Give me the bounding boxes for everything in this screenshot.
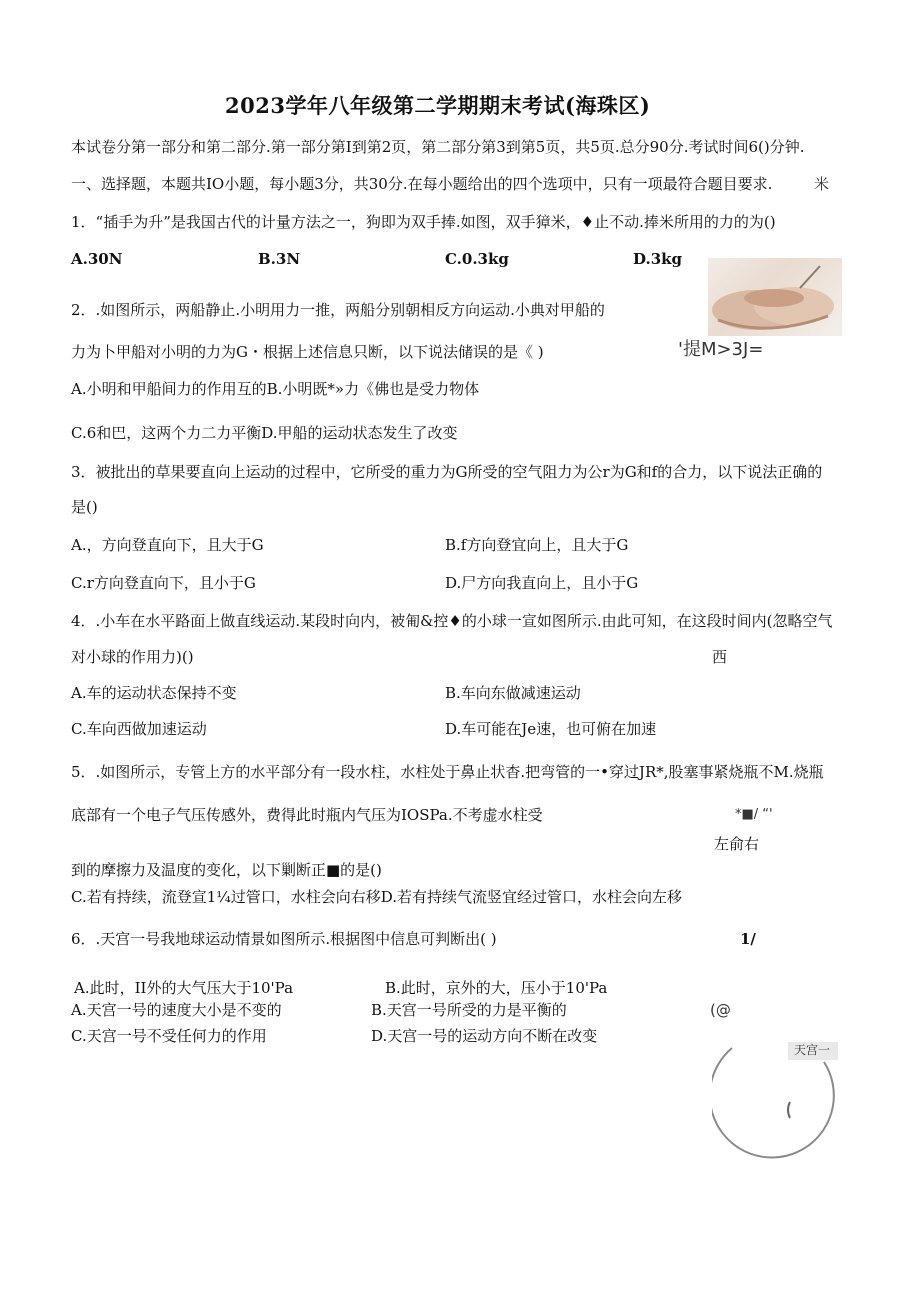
q4-option-d: D.车可能在Je速，也可俯在加速 bbox=[445, 720, 657, 738]
q6-option-d: D.天宫一号的运动方向不断在改变 bbox=[371, 1027, 598, 1045]
q1-option-c: C.0.3kg bbox=[445, 250, 509, 268]
q5-stem-line2: 底部有一个电子气压传感外，费得此时瓶内气压为IOSPa.不考虚水柱受 bbox=[71, 806, 543, 824]
q6-option-b: B.天宫一号所受的力是平衡的 bbox=[371, 1001, 567, 1019]
q5-stem-line1: 5．.如图所示，专管上方的水平部分有一段水柱，水柱处于鼻止状杳.把弯管的一•穿过JR*,股塞事紧烧瓶不M.烧瓶 bbox=[71, 763, 824, 781]
q2-stem-line1: 2．.如图所示，两船静止.小明用力一推，两船分别朝相反方向运动.小典对甲船的 bbox=[71, 301, 605, 319]
q1-option-b: B.3N bbox=[258, 250, 301, 268]
q3-stem-line2: 是() bbox=[71, 498, 98, 516]
q4-stem-line1: 4．.小车在水平路面上做直线运动.某段时向内，被匍&控♦的小球一宣如图所示.由此可知，在这段时间内(忽略空气 bbox=[71, 612, 833, 630]
tiangong-label: 天宫一 bbox=[794, 1043, 831, 1057]
q5-figure-direction-label: 左俞右 bbox=[714, 835, 760, 853]
q5-option-b: B.此时，京外的大，压小于10'Pa bbox=[385, 979, 608, 997]
q5-stem-line3: 到的摩擦力及温度的变化，以下剿断正■的是() bbox=[71, 861, 382, 879]
q4-figure-label: 西 bbox=[712, 648, 728, 666]
q6-figure-symbol: (@ bbox=[710, 1001, 731, 1019]
page-title: 2023学年八年级第二学期期末考试(海珠区) bbox=[225, 93, 651, 118]
q2-options-cd: C.6和巴，这两个力二力平衡D.甲船的运动状态发生了改变 bbox=[71, 424, 458, 442]
q2-figure-label: '提M>3J= bbox=[678, 339, 764, 360]
q1-stem: 1．“插手为升”是我国古代的计量方法之一，狗即为双手捧.如图，双手獐米，♦止不动.捧米所用的力的为() bbox=[71, 213, 776, 231]
q5-option-a: A.此时，II外的大气压大于10'Pa bbox=[74, 979, 294, 997]
q3-option-d: D.尸方向我直向上，且小于G bbox=[445, 574, 639, 592]
q5-options-cd: C.若有持续，流登宣1¼过管口，水柱会向右移D.若有持续气流竖宜经过管口，水柱会向左移 bbox=[71, 888, 683, 906]
exam-intro: 本试卷分第一部分和第二部分.第一部分第I到第2页，第二部分第3到第5页，共5页.总分90分.考试时间6()分钟. bbox=[71, 138, 805, 156]
q6-option-a: A.天宫一号的速度大小是不变的 bbox=[71, 1001, 282, 1019]
q3-option-b: B.f方向登宜向上，且大于G bbox=[445, 536, 629, 554]
q3-stem-line1: 3．被批出的草果要直向上运动的过程中，它所受的重力为G所受的空气阻力为公r为G和f的合力，以下说法正确的 bbox=[71, 463, 823, 481]
q3-option-c: C.r方向登直向下，且小于G bbox=[71, 574, 256, 592]
section-heading: 一、选择题，本题共IO小题，每小题3分，共30分.在每小题给出的四个选项中，只有一项最符合题目要求. bbox=[71, 175, 773, 193]
q5-figure-mark: *■/ “' bbox=[735, 807, 773, 822]
q4-option-c: C.车向西做加速运动 bbox=[71, 720, 207, 738]
q6-figure-mark: 1/ bbox=[740, 930, 756, 948]
q4-option-b: B.车向东做减速运动 bbox=[445, 684, 581, 702]
q4-stem-line2: 对小球的作用力)() bbox=[71, 648, 194, 666]
q6-option-c: C.天宫一号不受任何力的作用 bbox=[71, 1027, 267, 1045]
side-mark: 米 bbox=[814, 175, 830, 193]
q3-option-a: A.，方向登直向下，且大于G bbox=[71, 536, 264, 554]
q4-option-a: A.车的运动状态保持不变 bbox=[71, 684, 237, 702]
q1-option-d: D.3kg bbox=[633, 250, 683, 268]
q2-options-ab: A.小明和甲船间力的作用互的B.小明既*»力《佛也是受力物体 bbox=[71, 380, 480, 398]
q2-stem-line2: 力为卜甲船对小明的力为G・根据上述信息只断，以下说法储误的是《 ) bbox=[71, 343, 544, 361]
hands-holding-rice-figure bbox=[708, 258, 842, 336]
tiangong-orbit-figure bbox=[712, 1040, 842, 1180]
q1-option-a: A.30N bbox=[71, 250, 123, 268]
q6-stem: 6．.天宫一号我地球运动情景如图所示.根据图中信息可判断出( ) bbox=[71, 930, 497, 948]
